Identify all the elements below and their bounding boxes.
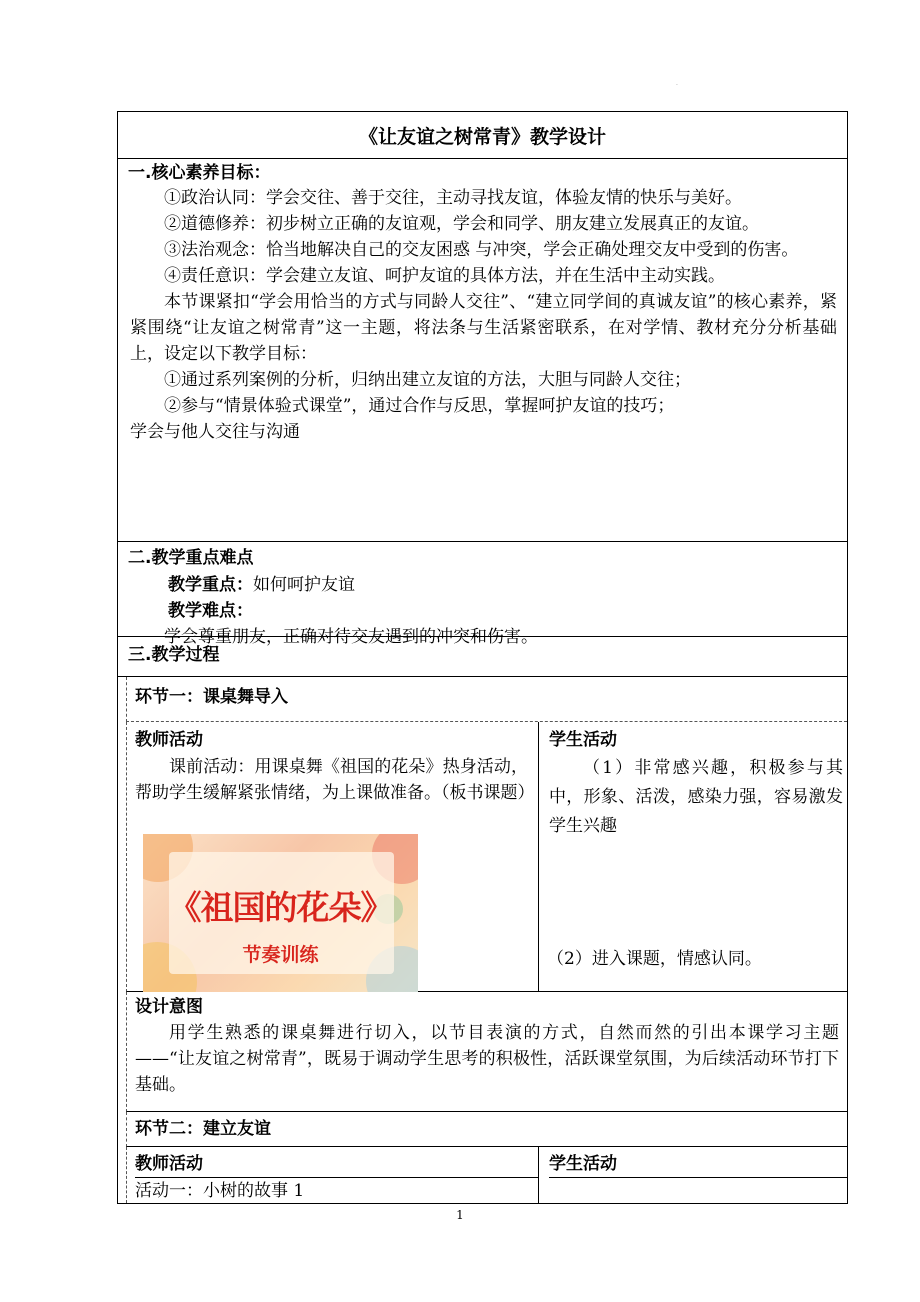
student-activity-header: 学生活动	[549, 730, 617, 750]
design-intent-header: 设计意图	[135, 997, 203, 1017]
step2-title-row	[126, 1112, 847, 1147]
key-points-heading: 二.教学重点难点	[128, 548, 254, 568]
key-text: 如何呵护友谊	[253, 575, 355, 595]
step2-activity-text: 活动一：小树的故事 1	[135, 1181, 305, 1201]
student-activity-header: 学生活动	[549, 1151, 847, 1178]
goal-paragraph: ②参与“情景体验式课堂”，通过合作与反思，掌握呵护友谊的技巧；	[164, 396, 675, 416]
step1-title-row	[126, 677, 847, 722]
goal-paragraph: ④责任意识：学会建立友谊、呵护友谊的具体方法，并在生活中主动实践。	[164, 266, 725, 286]
goal-paragraph: 学会与他人交往与沟通	[130, 422, 300, 442]
process-heading-row	[118, 637, 847, 677]
banner-title: 《祖国的花朵》	[168, 888, 393, 927]
step2-teacher-cell	[126, 1147, 539, 1203]
step1-teacher-cell	[126, 722, 539, 992]
design-intent-cell	[126, 992, 847, 1112]
goal-paragraph: ①通过系列案例的分析，归纳出建立友谊的方法，大胆与同龄人交往；	[164, 370, 691, 390]
goal-paragraph: ③法治观念：恰当地解决自己的交友困惑 与冲突，学会正确处理交友中受到的伤害。	[164, 240, 799, 260]
banner-subtitle: 节奏训练	[242, 944, 319, 966]
student-activity-text: （2）进入课题，情感认同。	[547, 949, 762, 969]
document-title: 《让友谊之树常青》教学设计	[118, 112, 847, 159]
teacher-activity-header: 教师活动	[135, 730, 203, 750]
core-goals-section	[118, 159, 847, 542]
core-goals-heading: 一.核心素养目标：	[128, 163, 271, 183]
step2-student-cell	[539, 1147, 847, 1203]
teacher-activity-header: 教师活动	[135, 1151, 538, 1178]
process-heading: 三.教学过程	[128, 645, 220, 665]
goal-paragraph: 本节课紧扣“学会用恰当的方式与同龄人交往”、“建立同学间的真诚友谊”的核心素养，紧紧围绕“让友谊之树常青”这一主题，将法条与生活紧密联系，在对学情、教材充分分析基础上，设定以下教学目标：	[130, 292, 837, 364]
difficulty-text: 学会尊重朋友，正确对待交友遇到的冲突和伤害。	[164, 627, 538, 647]
goal-paragraph: ②道德修养：初步树立正确的友谊观，学会和同学、朋友建立发展真正的友谊。	[164, 214, 759, 234]
song-banner-image	[143, 834, 418, 992]
key-points-section	[118, 542, 847, 647]
design-intent-text: 用学生熟悉的课桌舞进行切入，以节目表演的方式，自然而然的引出本课学习主题——“让友谊之树常青”，既易于调动学生思考的积极性，活跃课堂氛围，为后续活动环节打下基础。	[135, 1023, 839, 1095]
step1-student-cell	[539, 722, 847, 992]
student-activity-text: （1）非常感兴趣，积极参与其中，形象、活泼，感染力强，容易激发学生兴趣	[549, 758, 843, 836]
difficulty-label: 教学难点：	[168, 601, 253, 621]
teacher-activity-text: 课前活动：用课桌舞《祖国的花朵》热身活动，帮助学生缓解紧张情绪，为上课做准备。（板书课题）	[135, 757, 535, 803]
key-label: 教学重点：	[168, 575, 253, 595]
goal-paragraph: ①政治认同：学会交往、善于交往，主动寻找友谊，体验友情的快乐与美好。	[164, 188, 742, 208]
corner-dot: .	[676, 80, 678, 87]
step1-title: 环节一：课桌舞导入	[135, 687, 288, 707]
step2-title: 环节二：建立友谊	[135, 1119, 271, 1139]
page-number: 1	[456, 1208, 464, 1222]
lesson-plan-table	[117, 111, 848, 1204]
